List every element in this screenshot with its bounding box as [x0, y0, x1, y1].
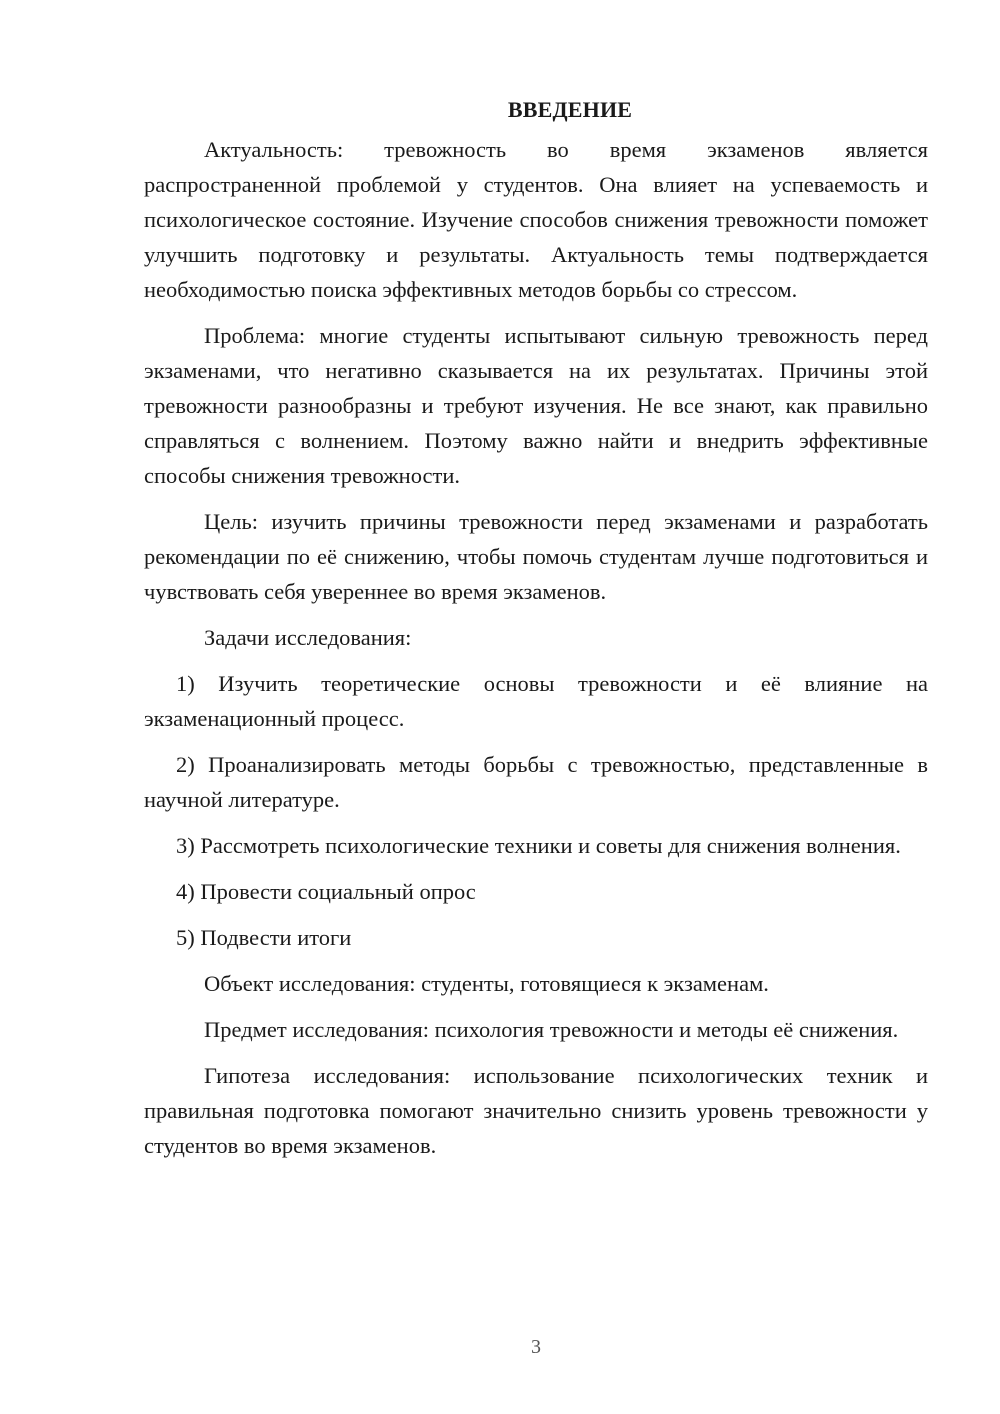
section-heading: ВВЕДЕНИЕ [507, 97, 633, 122]
paragraph-problem: Проблема: многие студенты испытывают сильную тревожность перед экзаменами, что негативно сказывается на их результатах. Причины этой тревожности разнообразны и требуют изучения. Не все знают, как правильно справляться с волнением. Поэтому важно найти и внедрить эффективные способы снижения тревожности. [144, 323, 928, 488]
task-item-1: 1) Изучить теоретические основы тревожности и её влияние на экзаменационный процесс. [144, 671, 928, 731]
paragraph-hypothesis: Гипотеза исследования: использование психологических техник и правильная подготовка помогают значительно снизить уровень тревожности у студентов во время экзаменов. [144, 1063, 928, 1158]
page-content [144, 92, 928, 1174]
task-item-4: 4) Провести социальный опрос [176, 879, 476, 904]
paragraph-object: Объект исследования: студенты, готовящиеся к экзаменам. [204, 971, 769, 996]
task-item-2: 2) Проанализировать методы борьбы с тревожностью, представленные в научной литературе. [144, 752, 928, 812]
paragraph-relevance: Актуальность: тревожность во время экзаменов является распространенной проблемой у студентов. Она влияет на успеваемость и психологическое состояние. Изучение способов снижения тревожности поможет улучшить подготовку и результаты. Актуальность темы подтверждается необходимостью поиска эффективных методов борьбы со стрессом. [144, 137, 928, 302]
page-number: 3 [531, 1336, 541, 1358]
task-item-3: 3) Рассмотреть психологические техники и советы для снижения волнения. [176, 833, 901, 858]
paragraph-goal: Цель: изучить причины тревожности перед экзаменами и разработать рекомендации по её снижению, чтобы помочь студентам лучше подготовиться и чувствовать себя увереннее во время экзаменов. [144, 509, 928, 604]
tasks-title: Задачи исследования: [204, 625, 412, 650]
task-item-5: 5) Подвести итоги [176, 925, 352, 950]
paragraph-subject: Предмет исследования: психология тревожности и методы её снижения. [204, 1017, 899, 1042]
